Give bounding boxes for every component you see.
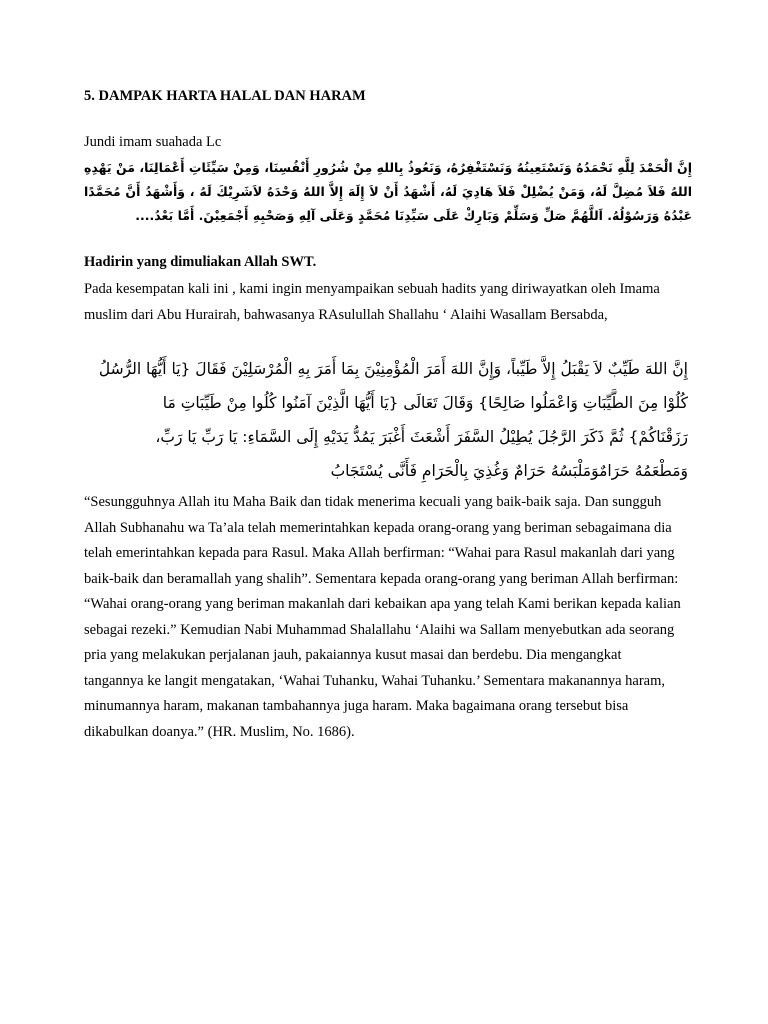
intro-paragraph: Pada kesempatan kali ini , kami ingin menyampaikan sebuah hadits yang diriwayatkan oleh Imama muslim dari Abu Hurairah, bahwasanya RAsulullah Shallahu ‘ Alaihi Wasallam Bersabda, — [84, 281, 660, 323]
author-line: Jundi imam suahada Lc — [84, 134, 222, 150]
arabic-hadith — [84, 352, 688, 488]
section-title: Hadirin yang dimuliakan Allah SWT. — [84, 254, 317, 270]
hadith-line: رَزَقْنَاكُمْ} ثُمَّ ذَكَرَ الرَّجُلَ يُطِيْلُ السَّفَرَ أَشْعَثَ أَغْبَرَ يَمُدُّ يَدَيْهِ إِلَى السَّمَاءِ: يَا رَبِّ يَا رَبِّ، — [155, 428, 688, 446]
hadith-translation: “Sesungguhnya Allah itu Maha Baik dan tidak menerima kecuali yang baik-baik saja. Dan sungguh Allah Subhanahu wa Ta’ala telah memerintahkan kepada orang-orang yang beriman sebagaimana dia telah emerintahkan kepada para Rasul. Maka Allah berfirman: “Wahai para Rasul makanlah dari yang baik-baik dan beramallah yang shalih”. Sementara kepada orang-orang yang beriman Allah berfirman: “Wahai orang-orang yang beriman makanlah dari kebaikan apa yang telah Kami berikan kepada kalian sebagai rezeki.” Kemudian Nabi Muhammad Shalallahu ‘Alaihi wa Sallam menyebutkan ada seorang pria yang melakukan perjalanan jauh, pakaiannya kusut masai dan berdebu. Dia mengangkat tangannya ke langit mengatakan, ‘Wahai Tuhanku, Wahai Tuhanku.’ Sementara makanannya haram, minumannya haram, makanan tambahannya juga haram. Maka bagaimana orang tersebut bisa dikabulkan doanya.” (HR. Muslim, No. 1686). — [84, 494, 681, 740]
document-heading: 5. DAMPAK HARTA HALAL DAN HARAM — [84, 88, 366, 104]
hadith-line: وَمَطْعَمُهُ حَرَامٌوَمَلْبَسُهُ حَرَامٌ وَغُذِيَ بِالْحَرَامِ فَأَنَّى يُسْتَجَابُ — [330, 462, 688, 480]
hadith-line: إِنَّ اللهَ طَيِّبٌ لاَ يَقْبَلُ إِلاَّ طَيِّباً، وَإِنَّ اللهَ أَمَرَ الْمُؤْمِنِيْنَ بِمَا أَمَرَ بِهِ الْمُرْسَلِيْنَ فَقَالَ {يَا أَيُّهَا الرُّسُلُ — [98, 360, 688, 378]
document-page — [84, 86, 692, 745]
arabic-opening-prayer: إِنَّ الْحَمْدَ لِلَّهِ نَحْمَدُهُ وَنَسْتَعِينُهُ وَنَسْتَغْفِرُهُ، وَنَعُوذُ بِاللهِ مِنْ شُرُورِ أَنْفُسِنَا، وَمِنْ سَيِّئَاتِ أَعْمَالِنَا، مَنْ يَهْدِهِ اللهُ فَلاَ مُضِلَّ لَهُ، وَمَنْ يُضْلِلْ فَلاَ هَادِيَ لَهُ، أَشْهَدُ أَنْ لاَ إِلَهَ إِلاَّ اللهُ وَحْدَهُ لاَشَرِيْكَ لَهُ ، وَأَشْهَدُ أَنَّ مُحَمَّدًا عَبْدُهُ وَرَسُوْلُهُ. اَللَّهُمَّ صَلِّ وَسَلِّمْ وَبَارِكْ عَلَى سَيِّدِنَا مُحَمَّدٍ وَعَلَى آلِهِ وَصَحْبِهِ أَجْمَعِيْنَ. أَمَّا بَعْدُ.... — [84, 160, 692, 223]
hadith-line: كُلُوْا مِنَ الطَّيِّبَاتِ وَاعْمَلُوا صَالِحًا} وَقَالَ تَعَالَى {يَا أَيُّهَا الَّذِيْنَ آمَنُوا كُلُوا مِنْ طَيِّبَاتِ مَا — [162, 394, 688, 412]
